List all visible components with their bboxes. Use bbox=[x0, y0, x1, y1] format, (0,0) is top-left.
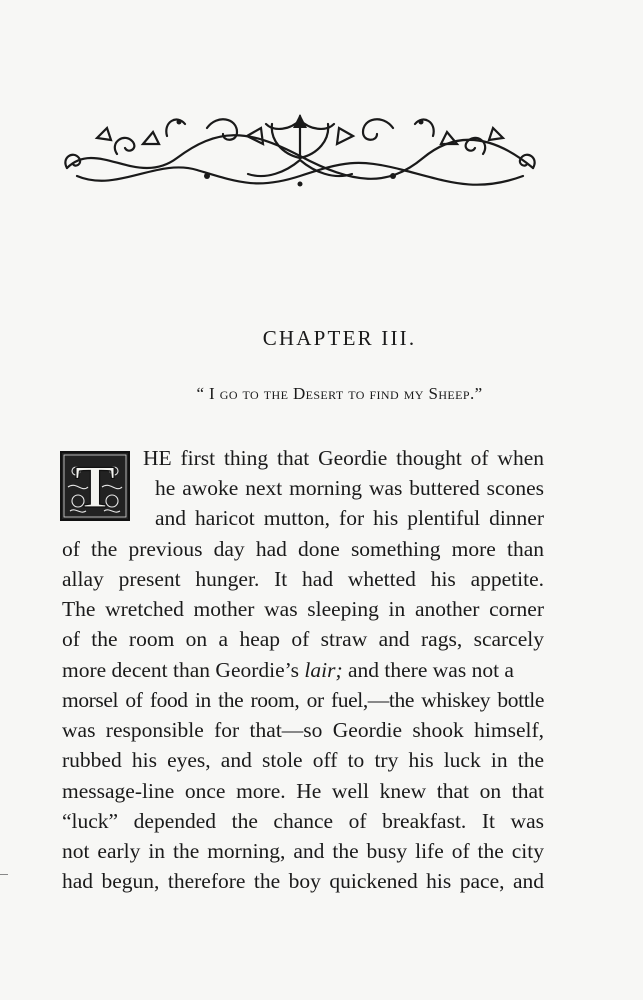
body-line-11: rubbed his eyes, and stole off to try his luck in the bbox=[62, 748, 544, 772]
body-line-1: HE first thing that Geordie thought of when bbox=[143, 446, 544, 470]
body-line-14: not early in the morning, and the busy life of the city bbox=[62, 839, 544, 863]
body-line-9: morsel of food in the room, or fuel,—the whiskey bottle bbox=[62, 688, 544, 712]
body-line-2: he awoke next morning was buttered scones bbox=[155, 476, 544, 500]
body-line-15: had begun, therefore the boy quickened his pace, and bbox=[62, 869, 544, 893]
body-line-4: of the previous day had done something more than bbox=[62, 537, 544, 561]
body-line-13: “luck” depended the chance of breakfast. It was bbox=[62, 809, 544, 833]
body-line-10: was responsible for that—so Geordie shook himself, bbox=[62, 718, 544, 742]
dropcap-letter: T bbox=[74, 454, 116, 520]
chapter-title: CHAPTER III. bbox=[262, 326, 417, 350]
chapter-epigraph: “ I go to the Desert to find my Sheep.” bbox=[196, 384, 483, 403]
body-line-7: of the room on a heap of straw and rags, scarcely bbox=[62, 627, 544, 651]
body-line-8 bbox=[62, 660, 544, 682]
body-line-8-start: more decent than Geordie’s bbox=[62, 658, 305, 682]
body-line-8-end: and there was not a bbox=[342, 658, 514, 682]
ornamental-headpiece bbox=[57, 98, 543, 194]
body-line-12: message-line once more. He well knew that on that bbox=[62, 779, 544, 803]
margin-mark bbox=[0, 874, 8, 875]
illuminated-dropcap bbox=[60, 451, 130, 521]
body-line-5: allay present hunger. It had whetted his appetite. bbox=[62, 567, 544, 591]
body-line-6: The wretched mother was sleeping in another corner bbox=[62, 597, 544, 621]
italic-word-lair: lair; bbox=[304, 658, 343, 682]
body-line-3: and haricot mutton, for his plentiful dinner bbox=[155, 506, 544, 530]
